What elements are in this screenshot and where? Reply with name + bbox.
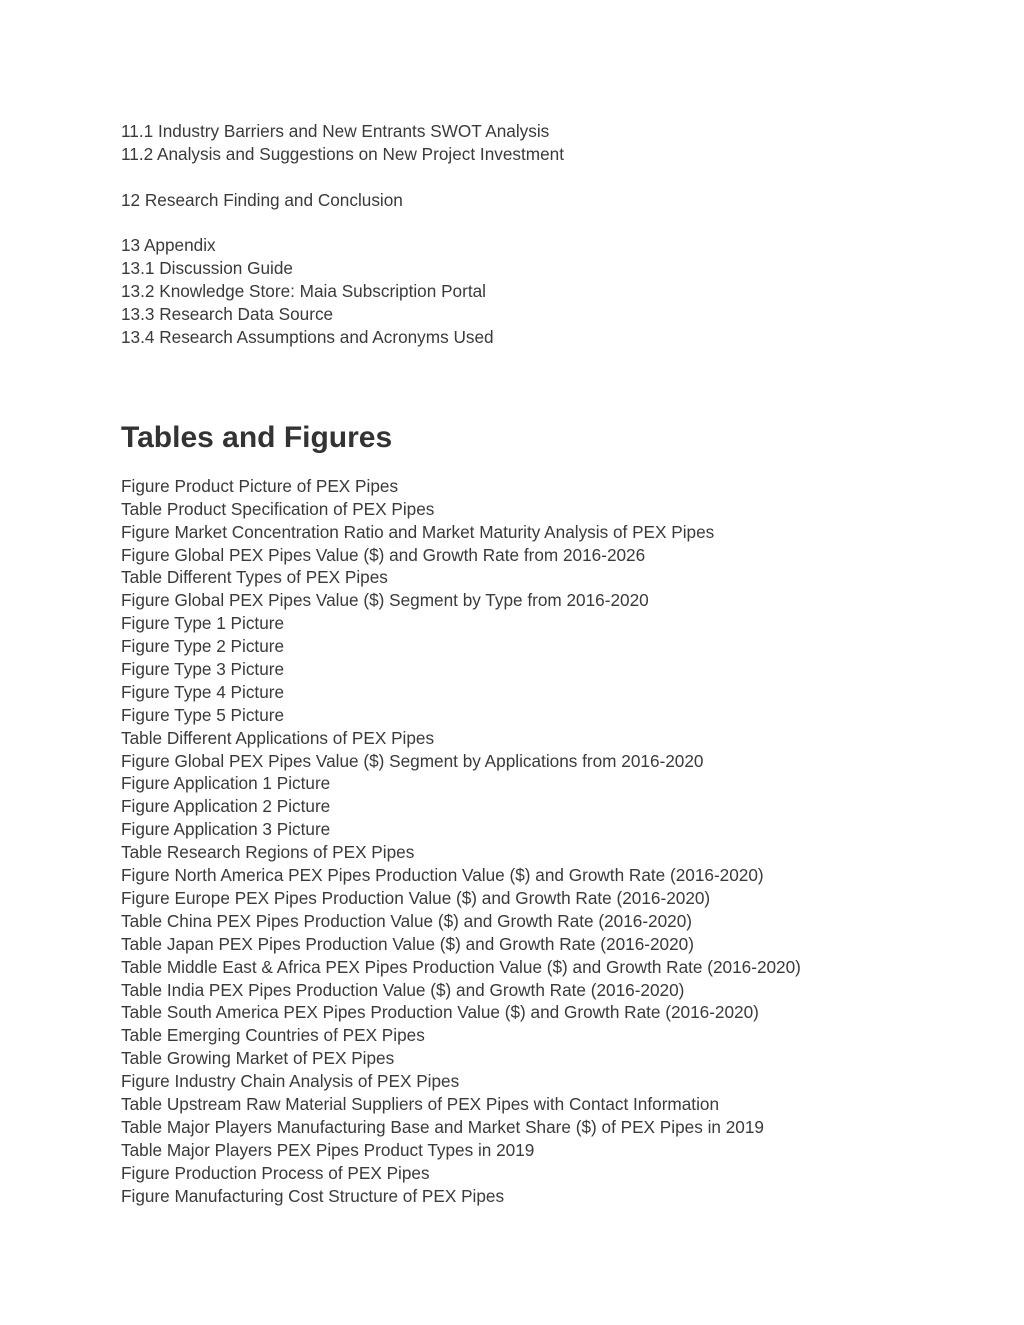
- list-item: Table Product Specification of PEX Pipes: [121, 498, 435, 519]
- list-item: Figure North America PEX Pipes Production Value ($) and Growth Rate (2016-2020): [121, 865, 764, 886]
- list-item: Table Emerging Countries of PEX Pipes: [121, 1025, 425, 1046]
- toc-item: 13.4 Research Assumptions and Acronyms Used: [121, 327, 494, 348]
- section-heading: Tables and Figures: [121, 420, 393, 454]
- list-item: Figure Manufacturing Cost Structure of PEX Pipes: [121, 1185, 505, 1206]
- list-item: Figure Application 3 Picture: [121, 819, 331, 840]
- tables-figures-list: [121, 475, 981, 1208]
- toc-item: 11.1 Industry Barriers and New Entrants SWOT Analysis: [121, 121, 550, 141]
- spacer: [121, 166, 981, 189]
- heading-spacer: [121, 456, 981, 475]
- list-item: Figure Market Concentration Ratio and Market Maturity Analysis of PEX Pipes: [121, 521, 715, 542]
- list-item: Table Major Players Manufacturing Base and Market Share ($) of PEX Pipes in 2019: [121, 1116, 764, 1137]
- list-item: Figure Product Picture of PEX Pipes: [121, 475, 399, 496]
- list-item: Figure Type 4 Picture: [121, 681, 285, 702]
- toc-group-12: [121, 189, 981, 212]
- toc-item: 12 Research Finding and Conclusion: [121, 189, 403, 210]
- list-item: Figure Global PEX Pipes Value ($) Segment by Type from 2016-2020: [121, 590, 649, 611]
- list-item: Figure Application 2 Picture: [121, 796, 331, 817]
- toc-section: [121, 120, 981, 349]
- list-item: Table Research Regions of PEX Pipes: [121, 842, 415, 863]
- list-item: Figure Europe PEX Pipes Production Value ($) and Growth Rate (2016-2020): [121, 887, 711, 908]
- list-item: Figure Production Process of PEX Pipes: [121, 1162, 430, 1183]
- toc-group-13: [121, 234, 981, 348]
- list-item: Table Growing Market of PEX Pipes: [121, 1048, 395, 1069]
- list-item: Table Japan PEX Pipes Production Value ($) and Growth Rate (2016-2020): [121, 933, 694, 954]
- toc-group-11: [121, 120, 981, 166]
- document-page: [121, 120, 981, 1207]
- list-item: Table Different Types of PEX Pipes: [121, 567, 388, 588]
- list-item: Figure Application 1 Picture: [121, 773, 331, 794]
- toc-item: 11.2 Analysis and Suggestions on New Project Investment: [121, 143, 564, 164]
- list-item: Table Different Applications of PEX Pipes: [121, 727, 435, 748]
- list-item: Figure Global PEX Pipes Value ($) Segment by Applications from 2016-2020: [121, 750, 704, 771]
- list-item: Table Major Players PEX Pipes Product Types in 2019: [121, 1139, 535, 1160]
- list-item: Figure Type 5 Picture: [121, 704, 285, 725]
- list-item: Table Upstream Raw Material Suppliers of PEX Pipes with Contact Information: [121, 1093, 720, 1114]
- list-item: Figure Type 2 Picture: [121, 636, 285, 657]
- list-item: Figure Type 3 Picture: [121, 659, 285, 680]
- list-item: Table Middle East & Africa PEX Pipes Production Value ($) and Growth Rate (2016-2020): [121, 956, 801, 977]
- list-item: Figure Industry Chain Analysis of PEX Pipes: [121, 1071, 460, 1092]
- list-item: Figure Type 1 Picture: [121, 613, 285, 634]
- toc-item: 13 Appendix: [121, 235, 216, 256]
- toc-item: 13.1 Discussion Guide: [121, 258, 293, 279]
- list-item: Table South America PEX Pipes Production Value ($) and Growth Rate (2016-2020): [121, 1002, 759, 1023]
- list-item: Figure Global PEX Pipes Value ($) and Growth Rate from 2016-2026: [121, 544, 646, 565]
- list-item: Table India PEX Pipes Production Value ($) and Growth Rate (2016-2020): [121, 979, 685, 1000]
- spacer: [121, 212, 981, 235]
- toc-item: 13.3 Research Data Source: [121, 304, 334, 325]
- section-spacer: [121, 349, 981, 420]
- list-item: Table China PEX Pipes Production Value ($) and Growth Rate (2016-2020): [121, 910, 693, 931]
- toc-item: 13.2 Knowledge Store: Maia Subscription Portal: [121, 281, 486, 302]
